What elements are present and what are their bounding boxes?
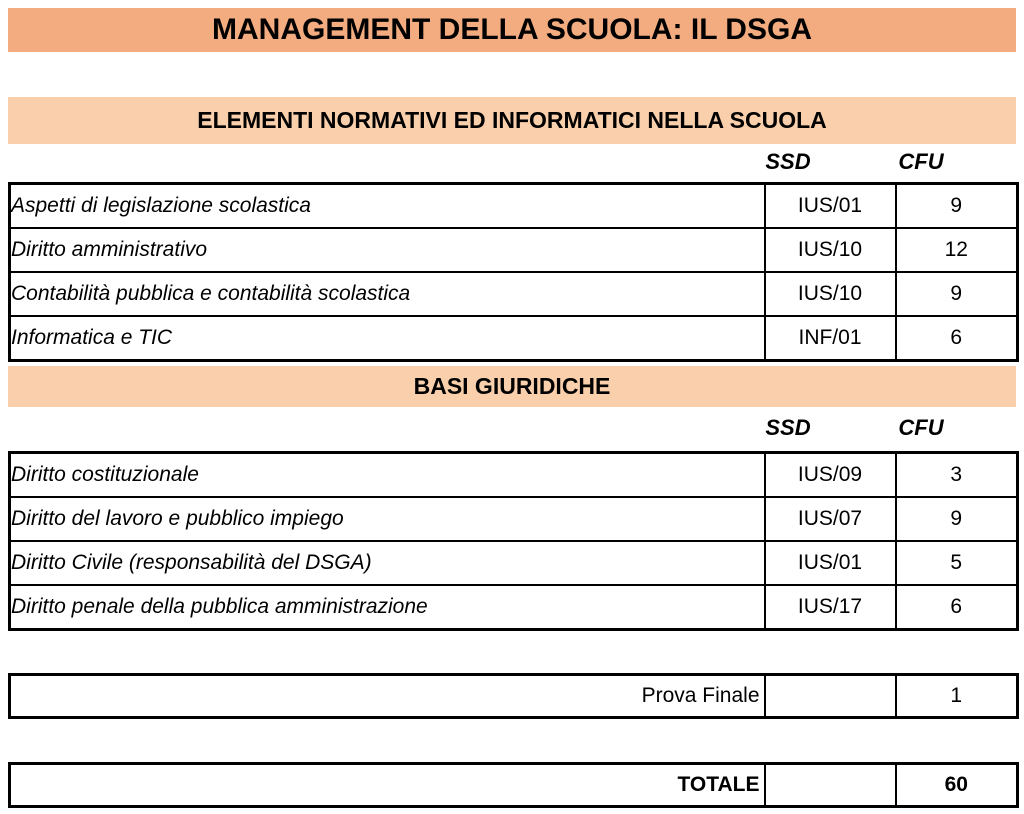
subject-cell: Contabilità pubblica e contabilità scolastica <box>10 272 765 316</box>
prova-finale-label: Prova Finale <box>10 675 765 718</box>
section-header-elementi-normativi: ELEMENTI NORMATIVI ED INFORMATICI NELLA SCUOLA <box>8 97 1016 144</box>
ssd-cell-empty <box>765 764 896 807</box>
table-elementi-normativi <box>8 182 1019 362</box>
ssd-cell: IUS/09 <box>765 453 896 498</box>
ssd-cell: IUS/01 <box>765 541 896 585</box>
column-headers-section-1 <box>0 147 1024 177</box>
cfu-cell: 12 <box>896 228 1018 272</box>
column-header-ssd: SSD <box>765 149 811 174</box>
table-basi-giuridiche <box>8 451 1019 631</box>
page-title: MANAGEMENT DELLA SCUOLA: IL DSGA <box>8 8 1016 52</box>
table-row <box>10 228 1018 272</box>
column-headers-section-2 <box>0 413 1024 443</box>
cfu-cell: 9 <box>896 184 1018 229</box>
ssd-cell: INF/01 <box>765 316 896 361</box>
totale-label: TOTALE <box>10 764 765 807</box>
ssd-cell: IUS/17 <box>765 585 896 630</box>
ssd-cell: IUS/01 <box>765 184 896 229</box>
cfu-cell: 6 <box>896 585 1018 630</box>
table-row <box>10 497 1018 541</box>
table-row <box>10 184 1018 229</box>
table-row <box>10 453 1018 498</box>
table-row <box>10 764 1018 807</box>
totale-cfu-value: 60 <box>896 764 1018 807</box>
ssd-cell-empty <box>765 675 896 718</box>
subject-cell: Diritto del lavoro e pubblico impiego <box>10 497 765 541</box>
table-row <box>10 675 1018 718</box>
subject-cell: Aspetti di legislazione scolastica <box>10 184 765 229</box>
ssd-cell: IUS/10 <box>765 272 896 316</box>
cfu-cell: 9 <box>896 497 1018 541</box>
table-row <box>10 541 1018 585</box>
subject-cell: Diritto costituzionale <box>10 453 765 498</box>
section-header-basi-giuridiche: BASI GIURIDICHE <box>8 366 1016 407</box>
totale-row <box>8 762 1019 808</box>
prova-finale-row <box>8 673 1019 719</box>
table-row <box>10 316 1018 361</box>
table-row <box>10 585 1018 630</box>
ssd-cell: IUS/07 <box>765 497 896 541</box>
cfu-cell: 6 <box>896 316 1018 361</box>
column-header-ssd: SSD <box>765 415 811 440</box>
column-header-cfu: CFU <box>898 149 944 174</box>
subject-cell: Diritto penale della pubblica amministrazione <box>10 585 765 630</box>
table-row <box>10 272 1018 316</box>
cfu-cell: 3 <box>896 453 1018 498</box>
subject-cell: Diritto amministrativo <box>10 228 765 272</box>
cfu-cell: 1 <box>896 675 1018 718</box>
cfu-cell: 5 <box>896 541 1018 585</box>
cfu-cell: 9 <box>896 272 1018 316</box>
subject-cell: Diritto Civile (responsabilità del DSGA) <box>10 541 765 585</box>
column-header-cfu: CFU <box>898 415 944 440</box>
ssd-cell: IUS/10 <box>765 228 896 272</box>
subject-cell: Informatica e TIC <box>10 316 765 361</box>
